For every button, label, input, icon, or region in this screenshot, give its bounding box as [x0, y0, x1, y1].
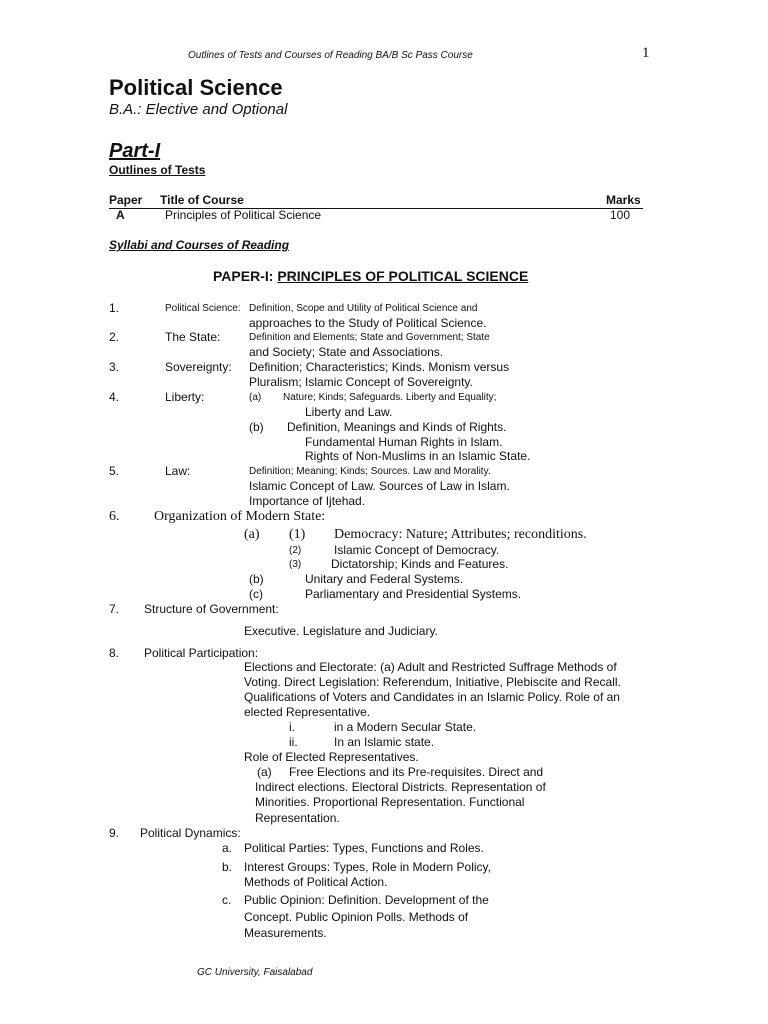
- table-cell-paper: A: [116, 208, 125, 222]
- item-8-text: Indirect elections. Electoral Districts. Representation of: [255, 780, 546, 794]
- paper-heading-prefix: PAPER-I:: [213, 268, 274, 284]
- item-6-text: Parliamentary and Presidential Systems.: [305, 587, 522, 601]
- item-4-text: Liberty and Law.: [305, 405, 393, 419]
- item-9-text: Public Opinion: Definition. Development of the: [244, 893, 489, 907]
- subitem-marker: a.: [222, 841, 233, 855]
- item-6-text: Unitary and Federal Systems.: [305, 572, 464, 586]
- item-9-label: Political Dynamics:: [140, 826, 241, 840]
- item-7-number: 7.: [109, 602, 120, 616]
- item-8-text: Free Elections and its Pre-requisites. Direct and: [289, 765, 544, 779]
- item-5-label: Law:: [165, 464, 191, 478]
- document-title: Political Science: [109, 75, 283, 100]
- item-5-text: Islamic Concept of Law. Sources of Law in Islam.: [249, 479, 510, 493]
- item-8-number: 8.: [109, 646, 120, 660]
- subitem-marker: (a): [249, 392, 262, 403]
- item-8-label: Political Participation:: [144, 646, 259, 660]
- col-header-marks: Marks: [606, 193, 641, 207]
- item-3-number: 3.: [109, 360, 120, 374]
- item-8-text: elected Representative.: [244, 705, 371, 719]
- subitem-marker: i.: [289, 720, 295, 734]
- item-6-text: Islamic Concept of Democracy.: [334, 543, 500, 557]
- item-1-text: approaches to the Study of Political Science.: [249, 316, 487, 330]
- item-9-text: Measurements.: [244, 926, 327, 940]
- item-4-text: Definition, Meanings and Kinds of Rights.: [287, 420, 507, 434]
- paper-heading: [213, 267, 528, 285]
- item-8-text: in a Modern Secular State.: [334, 720, 477, 734]
- subitem-marker: (b): [249, 420, 264, 434]
- item-1-number: 1.: [109, 301, 120, 315]
- page-footer: GC University, Faisalabad: [197, 967, 313, 978]
- item-9-text: Political Parties: Types, Functions and Roles.: [244, 841, 484, 855]
- item-3-text: Definition; Characteristics; Kinds. Monism versus: [249, 360, 510, 374]
- item-2-text: Definition and Elements; State and Government; State: [249, 332, 490, 343]
- subitem-marker: (b): [249, 572, 264, 586]
- item-6-label: Organization of Modern State:: [154, 509, 326, 524]
- subitem-marker: b.: [222, 860, 233, 874]
- table-cell-marks: 100: [610, 208, 631, 222]
- subitem-marker: (a): [244, 527, 260, 542]
- item-3-label: Sovereignty:: [165, 360, 232, 374]
- subitem-marker: (2): [289, 545, 302, 556]
- item-8-text: In an Islamic state.: [334, 735, 435, 749]
- page-number: 1: [642, 45, 650, 61]
- item-8-text: Voting. Direct Legislation: Referendum, Initiative, Plebiscite and Recall.: [244, 675, 621, 689]
- item-9-text: Interest Groups: Types, Role in Modern Policy,: [244, 860, 492, 874]
- item-1-label: Political Science:: [165, 303, 241, 314]
- subitem-marker: (1): [289, 527, 306, 542]
- subitem-marker: (c): [249, 587, 263, 601]
- col-header-paper: Paper: [109, 193, 143, 207]
- item-4-number: 4.: [109, 390, 120, 404]
- item-8-text: Minorities. Proportional Representation. Functional: [255, 795, 525, 809]
- item-4-label: Liberty:: [165, 390, 205, 404]
- running-header: Outlines of Tests and Courses of Reading BA/B Sc Pass Course: [188, 50, 473, 61]
- item-8-text: Role of Elected Representatives.: [244, 750, 419, 764]
- item-3-text: Pluralism; Islamic Concept of Sovereignty.: [249, 375, 473, 389]
- item-4-text: Rights of Non-Muslims in an Islamic State.: [305, 449, 531, 463]
- paper-heading-name: PRINCIPLES OF POLITICAL SCIENCE: [277, 268, 529, 284]
- item-7-label: Structure of Government:: [144, 602, 279, 616]
- item-8-text: Qualifications of Voters and Candidates in an Islamic Policy. Role of an: [244, 690, 620, 704]
- item-8-text: Representation.: [255, 811, 340, 825]
- item-6-text: Democracy: Nature; Attributes; reconditions.: [334, 527, 587, 542]
- item-9-text: Concept. Public Opinion Polls. Methods of: [244, 910, 469, 924]
- item-5-text: Definition; Meaning; Kinds; Sources. Law and Morality.: [249, 466, 491, 477]
- subitem-marker: ii.: [289, 735, 298, 749]
- item-2-label: The State:: [165, 330, 221, 344]
- item-6-number: 6.: [109, 509, 120, 524]
- item-9-number: 9.: [109, 826, 120, 840]
- syllabi-heading: Syllabi and Courses of Reading: [109, 238, 290, 252]
- item-2-number: 2.: [109, 330, 120, 344]
- item-7-text: Executive. Legislature and Judiciary.: [244, 624, 438, 638]
- item-8-text: Elections and Electorate: (a) Adult and Restricted Suffrage Methods of: [244, 660, 617, 674]
- col-header-title: Title of Course: [160, 193, 244, 207]
- part-heading: Part-I: [109, 140, 161, 162]
- item-9-text: Methods of Political Action.: [244, 875, 388, 889]
- item-5-text: Importance of Ijtehad.: [249, 494, 366, 508]
- subitem-marker: c.: [222, 893, 232, 907]
- item-5-number: 5.: [109, 464, 120, 478]
- outlines-heading: Outlines of Tests: [109, 163, 206, 177]
- table-cell-title: Principles of Political Science: [165, 208, 322, 222]
- document-subtitle: B.A.: Elective and Optional: [109, 101, 288, 118]
- item-2-text: and Society; State and Associations.: [249, 345, 444, 359]
- item-1-text: Definition, Scope and Utility of Political Science and: [249, 303, 478, 314]
- item-4-text: Fundamental Human Rights in Islam.: [305, 435, 503, 449]
- item-6-text: Dictatorship; Kinds and Features.: [331, 557, 509, 571]
- subitem-marker: (a): [257, 765, 272, 779]
- subitem-marker: (3): [289, 559, 302, 570]
- item-4-text: Nature; Kinds; Safeguards. Liberty and Equality;: [283, 392, 497, 403]
